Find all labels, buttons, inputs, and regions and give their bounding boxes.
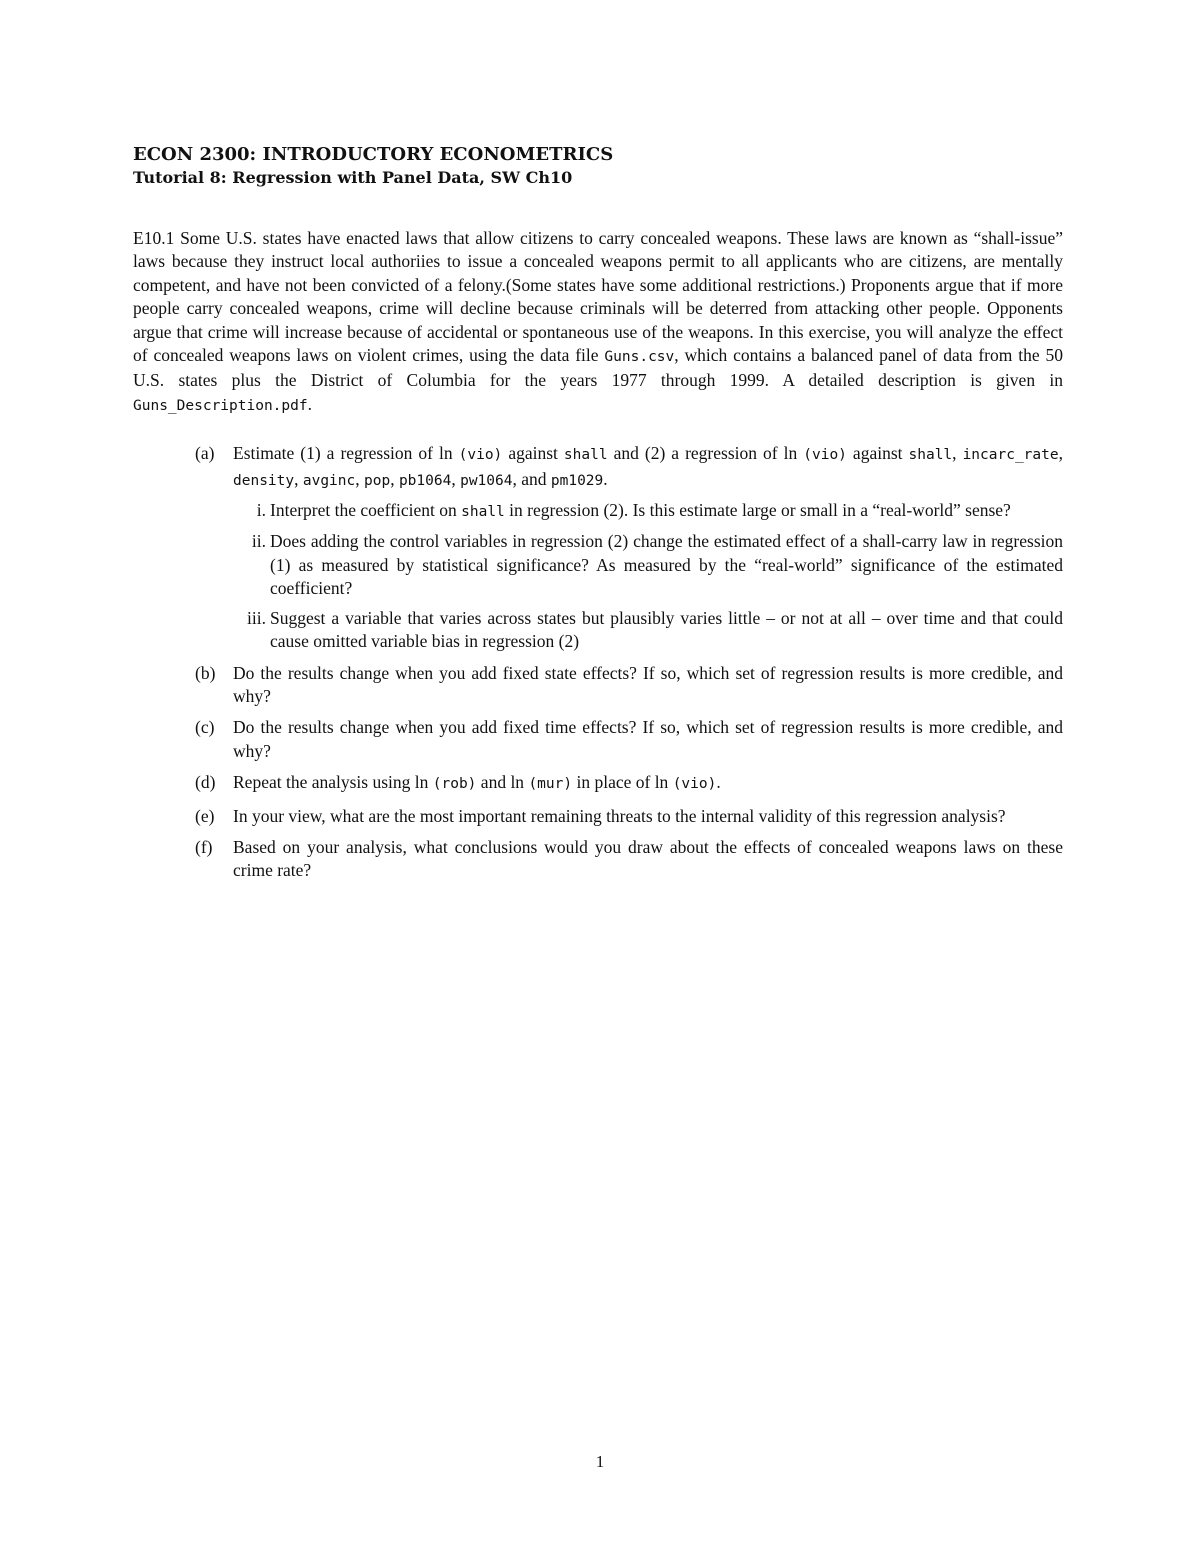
variable-name: density — [233, 472, 295, 489]
variable-name: incarc_rate — [962, 447, 1059, 464]
document-header — [133, 143, 1073, 189]
subquestion-ii — [233, 530, 1063, 600]
part-text: Do the results change when you add fixed time effects? If so, which set of regression results is more credible, and why? — [233, 717, 1063, 761]
exercise-body — [133, 227, 1063, 891]
exercise-intro-paragraph — [133, 227, 1063, 418]
part-label: (d) — [195, 772, 216, 793]
question-part-e — [133, 805, 1063, 828]
part-text: Do the results change when you add fixed state effects? If so, which set of regression results is more credible, and why? — [233, 662, 1063, 706]
variable-name: (vio) — [803, 447, 847, 464]
tutorial-title: Tutorial 8: Regression with Panel Data, SW Ch10 — [133, 168, 573, 187]
part-text: Estimate (1) a regression of ln (vio) against shall and (2) a regression of ln (vio) against shall, incarc_rate, density, avginc, pop, pb1064, pw1064, and pm1029. — [233, 443, 1063, 489]
variable-name: (vio) — [672, 776, 717, 793]
part-text: Repeat the analysis using ln (rob) and ln (mur) in place of ln (vio). — [233, 772, 721, 793]
subpart-text: Interpret the coefficient on shall in regression (2). Is this estimate large or small in a “real-world” sense? — [270, 500, 1011, 521]
intro-text: . — [307, 393, 312, 414]
variable-name: pop — [364, 472, 391, 489]
variable-name: (vio) — [458, 447, 503, 464]
part-text: In your view, what are the most important remaining threats to the internal validity of this regression analysis? — [233, 805, 1006, 826]
variable-name: avginc — [302, 472, 356, 489]
subpart-text: Suggest a variable that varies across states but plausibly varies little – or not at all – over time and that could cause omitted variable bias in regression (2) — [270, 607, 1063, 652]
question-part-a — [133, 442, 1063, 653]
variable-name: pb1064 — [398, 472, 452, 489]
part-label: (f) — [195, 836, 213, 857]
question-part-c — [133, 716, 1063, 763]
variable-name: shall — [908, 447, 953, 464]
data-file-name: Guns.csv — [604, 349, 675, 366]
variable-name: (mur) — [528, 776, 573, 793]
variable-name: pm1029 — [550, 472, 604, 489]
subpart-label: iii. — [247, 607, 266, 628]
part-text: Based on your analysis, what conclusions would you draw about the effects of concealed weapons laws on these crime rate? — [233, 836, 1063, 881]
subpart-label: i. — [256, 500, 266, 521]
part-label: (a) — [195, 443, 215, 464]
variable-name: pw1064 — [460, 472, 513, 489]
subpart-text: Does adding the control variables in regression (2) change the estimated effect of a shall-carry law in regression (1) as measured by statistical significance? As measured by the “real-world” significance of the estimated coefficient? — [270, 531, 1063, 599]
subpart-label: ii. — [251, 531, 266, 552]
course-title: ECON 2300: INTRODUCTORY ECONOMETRICS — [133, 144, 614, 165]
page-number: 1 — [595, 1452, 605, 1471]
subquestion-i — [233, 499, 1063, 524]
part-label: (b) — [195, 662, 216, 683]
part-label: (c) — [195, 717, 215, 738]
intro-text: , which contains a balanced panel of data from the 50 U.S. states plus the District of Columbia for the years 1977 through 1999. A detailed description is given in — [133, 345, 1063, 391]
description-file-name: Guns_Description.pdf — [133, 397, 308, 414]
question-part-f — [133, 836, 1063, 883]
intro-text: E10.1 Some U.S. states have enacted laws that allow citizens to carry concealed weapons. These laws are known as “shall-issue” laws because they instruct local authoriies to issue a concealed weapons permit to all applicants who are citizens, are mentally competent, and have not been convicted of a felony.(Some states have some additional restrictions.) Proponents argue that if more people carry concealed weapons, crime will decline because criminals will be deterred from attacking other people. Opponents argue that crime will increase because of accidental or spontaneous use of the weapons. In this exercise, you will analyze the effect of concealed weapons laws on violent crimes, using the data file — [133, 228, 1063, 366]
variable-name: (rob) — [432, 776, 477, 793]
question-part-b — [133, 662, 1063, 709]
part-label: (e) — [195, 805, 215, 826]
variable-name: shall — [461, 504, 505, 521]
question-part-d — [133, 771, 1063, 796]
subquestion-iii — [233, 607, 1063, 654]
variable-name: shall — [563, 447, 608, 464]
question-list — [133, 442, 1063, 883]
subquestion-list — [233, 499, 1063, 653]
